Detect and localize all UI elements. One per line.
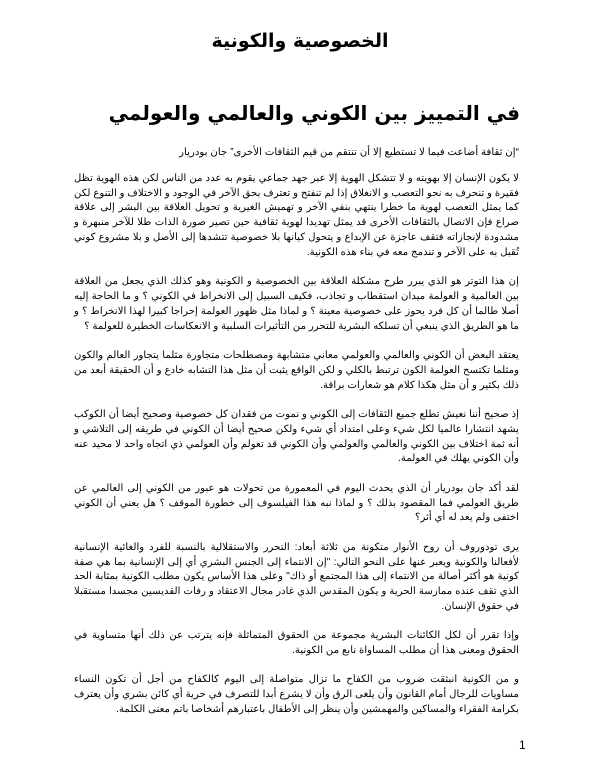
paragraph-3: يعتقد البعض أن الكوني والعالمي والعولمي معاني متشابهة ومصطلحات متجاورة مثلما يتجاور العالم والكون ومثلما تكتسح العولمة الكون ترتبط بالكلي و لكن الواقع يثبت أن مثل هذا التشابه خادع و أن الحقيقة أبعد من ذلك بكثير و أن مثل هكذا كلام هو شعارات براقة.	[74, 349, 519, 391]
paragraph-1: لا يكون الإنسان إلا بهويته و لا تتشكل الهوية إلا عبر جهد جماعي يقوم به عدد من الناس لكن هذه الهوية تظل فقيرة و تنحرف به نحو التعصب و الانغلاق إذا لم تنفتح و تعترف بحق الآخر في الوجود و الاختلاف و التنوع لكن كما يمثل التعصب لهوية ما خطرا ينتهي بنفي الآخر و تهميش الغيرية و تحويل العلاقة بين البشر إلى علاقة صراع فإن الاتصال بالثقافات الأخرى قد يمثل تهديدا لهوية ثقافية حين تصير صورة الذات طلا للآخر منبهرة و مشدودة لإنجازاته فتقف عاجزة عن الإبداع و يتحول كيانها بلا خصوصية تتشدها إلى الأصل و بلا مشروع كوني تُقبل به على الآخر و تندمج معه في بناء هذه الكونية.	[74, 172, 519, 258]
paragraph-2: إن هذا التوتر هو الذي يبرر طرح مشكلة العلاقة بين الخصوصية و الكونية وهو كذلك الذي يجعل من العلاقة بين العالمية و العولمة ميدان استقطاب و تجاذب، فكيف السبيل إلى الانخراط في الكوني ؟ و ما الحاجة إليه أصلا طالما أن كل فرد يحوز على خصوصية معينة ؟ و لماذا مثل ظهور العولمة إحراجا كبيرا لهذا الانخراط ؟ و ما هو الطريق الذي ينبغي أن تسلكه البشرية للتحرر من التأثيرات السلبية و الانعكاسات الخطيرة للعولمة ؟	[74, 276, 519, 332]
paragraph-8: و من الكونية انبثقت ضروب من الكفاح ما تزال متواصلة إلى اليوم كالكفاح من أجل أن تكون النساء مساويات للرجال أمام القانون وأن يلغى الرق وأن لا يشرع أبدا للتصرف في حرية أي كائن بشري وأن يعترف بكرامة الفقراء والمساكين والمهمشين وأن ينظر إلى الأطفال باعتبارهم أشخاصا باتم معنى الكلمة.	[74, 674, 519, 716]
document-title: الخصوصية والكونية	[211, 30, 389, 52]
paragraph-6: يرى تودوروف أن روح الأنوار متكونة من ثلاثة أبعاد: التحرر والاستقلالية بالنسبة للفرد والغائية الإنسانية لأفعالنا والكونية ويعبر عنها على النحو التالي: "إن الانتماء إلى الجنس البشري أي إلى الإنسانية بما هي صفة كونية هو أكثر أصالة من الانتماء إلى هذا المجتمع أو ذاك" وعلى هذا الأساس يكون مطلب الكونية بمثابة الحد الذي تقف عنده ممارسة الحرية و يكون المقدس الذي غادر مجال الاعتقاد و رفات القديسين مجسدا مستقبلا في حقوق الإنسان.	[74, 541, 519, 612]
epigraph: “إن ثقافة أضاعت فيما لا تستطيع إلا أن تنتقم من قيم الثقافات الأخرى” جان بودريار	[179, 147, 519, 158]
paragraph-4: إذ صحيح أننا نعيش تطلع جميع الثقافات إلى الكوني و نموت من فقدان كل خصوصية وصحيح أيضا أن الكوكب يشهد انتشارا عالميا لكل شيء وعلى امتداد أي شيء ولكن صحيح أيضا أن الكوني في طريقه إلى التلاشي و أنه ثمة اختلاف بين الكوني والعالمي والعولمي وأن الكوني قد تعولم وأن العولمي ذي اتجاه واحد لا محيد عنه وأن الكوني يهلك في العولمة.	[74, 408, 519, 465]
paragraph-7: وإذا تقرر أن لكل الكائنات البشرية مجموعة من الحقوق المتماثلة فإنه يترتب عن ذلك أنها متساوية في الحقوق ومعنى هذا أن مطلب المساواة نابع من الكونية.	[74, 630, 519, 657]
page-number: 1	[519, 738, 526, 752]
document-body	[74, 146, 519, 732]
section-heading: في التمييز بين الكوني والعالمي والعولمي	[108, 101, 520, 125]
paragraph-5: لقد أكد جان بودريار أن الذي يحدث اليوم في المعمورة من تحولات هو عبور من الكوني إلى العالمي عن طريق العولمي فما المقصود بذلك ؟ و لماذا نبه هذا الفيلسوف إلى خطورة الموقف ؟ هل يعني أن الكوني اختفى ولم يعد له أي أثر؟	[74, 482, 519, 524]
